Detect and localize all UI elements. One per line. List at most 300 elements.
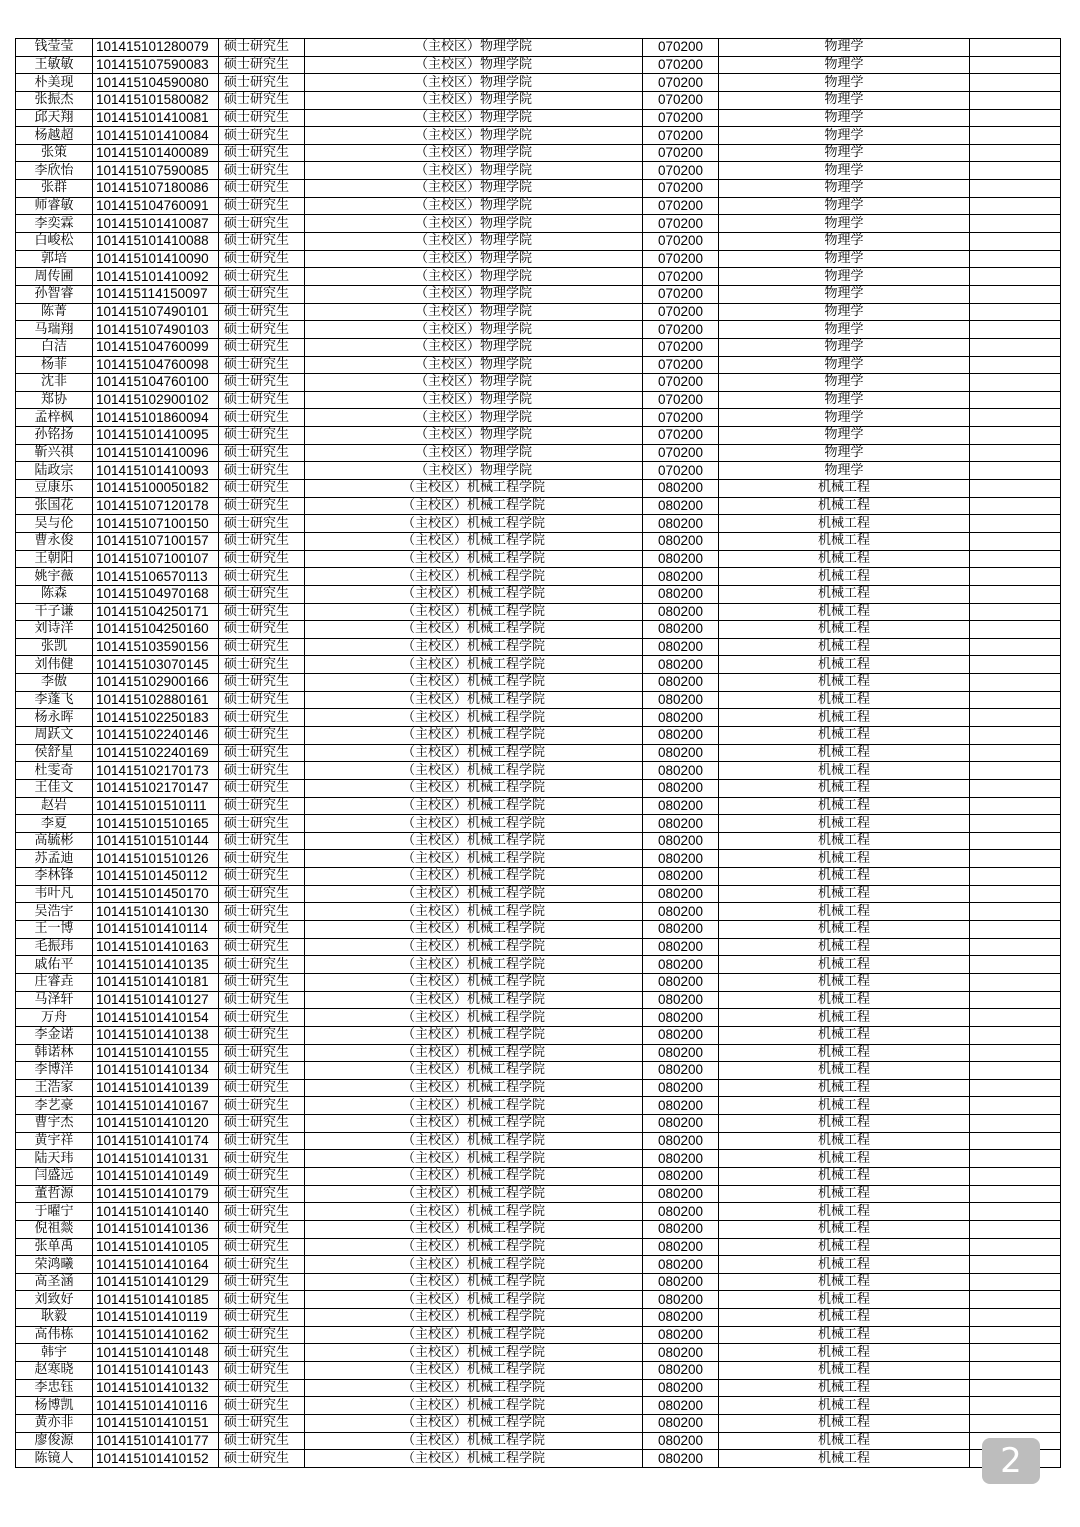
table-row (16, 462, 1061, 480)
table-row (16, 515, 1061, 533)
major-name-cell: 物理学 (719, 321, 970, 339)
student-name-cell: 沈非 (16, 374, 93, 392)
student-name-cell: 李蓬飞 (16, 691, 93, 709)
college-cell: （主校区）机械工程学院 (305, 1026, 643, 1044)
exam-id-cell: 101415101510144 (93, 832, 219, 850)
major-name-cell: 物理学 (719, 268, 970, 286)
college-cell: （主校区）机械工程学院 (305, 832, 643, 850)
student-name-cell: 李博洋 (16, 1062, 93, 1080)
table-row (16, 762, 1061, 780)
major-name-cell: 机械工程 (719, 709, 970, 727)
remarks-cell (970, 127, 1061, 145)
degree-type-cell: 硕士研究生 (219, 1238, 305, 1256)
remarks-cell (970, 1397, 1061, 1415)
college-cell: （主校区）机械工程学院 (305, 1185, 643, 1203)
degree-type-cell: 硕士研究生 (219, 268, 305, 286)
major-name-cell: 机械工程 (719, 726, 970, 744)
table-row (16, 233, 1061, 251)
student-name-cell: 刘致好 (16, 1291, 93, 1309)
major-name-cell: 机械工程 (719, 1326, 970, 1344)
major-name-cell: 机械工程 (719, 885, 970, 903)
exam-id-cell: 101415101410093 (93, 462, 219, 480)
student-name-cell: 李欣怡 (16, 162, 93, 180)
remarks-cell (970, 1132, 1061, 1150)
remarks-cell (970, 233, 1061, 251)
degree-type-cell: 硕士研究生 (219, 921, 305, 939)
degree-type-cell: 硕士研究生 (219, 938, 305, 956)
major-name-cell: 机械工程 (719, 1079, 970, 1097)
exam-id-cell: 101415101410081 (93, 109, 219, 127)
major-code-cell: 070200 (643, 462, 719, 480)
major-name-cell: 机械工程 (719, 603, 970, 621)
major-name-cell: 物理学 (719, 409, 970, 427)
degree-type-cell: 硕士研究生 (219, 1079, 305, 1097)
major-code-cell: 070200 (643, 180, 719, 198)
major-code-cell: 080200 (643, 973, 719, 991)
degree-type-cell: 硕士研究生 (219, 39, 305, 57)
degree-type-cell: 硕士研究生 (219, 444, 305, 462)
exam-id-cell: 101415102900102 (93, 391, 219, 409)
degree-type-cell: 硕士研究生 (219, 1344, 305, 1362)
table-row (16, 1168, 1061, 1186)
degree-type-cell: 硕士研究生 (219, 1132, 305, 1150)
student-name-cell: 荣鸿曦 (16, 1256, 93, 1274)
table-row (16, 744, 1061, 762)
table-row (16, 1203, 1061, 1221)
major-name-cell: 机械工程 (719, 532, 970, 550)
exam-id-cell: 101415107120178 (93, 497, 219, 515)
remarks-cell (970, 74, 1061, 92)
remarks-cell (970, 444, 1061, 462)
student-name-cell: 万舟 (16, 1009, 93, 1027)
college-cell: （主校区）机械工程学院 (305, 1009, 643, 1027)
table-row (16, 797, 1061, 815)
exam-id-cell: 101415102240146 (93, 726, 219, 744)
remarks-cell (970, 973, 1061, 991)
degree-type-cell: 硕士研究生 (219, 356, 305, 374)
table-row (16, 444, 1061, 462)
student-name-cell: 杜雯奇 (16, 762, 93, 780)
student-name-cell: 耿毅 (16, 1309, 93, 1327)
degree-type-cell: 硕士研究生 (219, 1009, 305, 1027)
table-row (16, 973, 1061, 991)
exam-id-cell: 101415107590085 (93, 162, 219, 180)
major-code-cell: 080200 (643, 497, 719, 515)
degree-type-cell: 硕士研究生 (219, 338, 305, 356)
degree-type-cell: 硕士研究生 (219, 144, 305, 162)
major-name-cell: 机械工程 (719, 903, 970, 921)
major-name-cell: 机械工程 (719, 1291, 970, 1309)
student-name-cell: 马泽轩 (16, 991, 93, 1009)
remarks-cell (970, 1362, 1061, 1380)
exam-id-cell: 101415103590156 (93, 638, 219, 656)
college-cell: （主校区）物理学院 (305, 215, 643, 233)
table-row (16, 1115, 1061, 1133)
major-code-cell: 080200 (643, 1450, 719, 1468)
major-code-cell: 080200 (643, 921, 719, 939)
college-cell: （主校区）机械工程学院 (305, 744, 643, 762)
major-code-cell: 080200 (643, 779, 719, 797)
remarks-cell (970, 1414, 1061, 1432)
exam-id-cell: 101415102250183 (93, 709, 219, 727)
major-code-cell: 080200 (643, 674, 719, 692)
degree-type-cell: 硕士研究生 (219, 550, 305, 568)
student-name-cell: 陆天玮 (16, 1150, 93, 1168)
exam-id-cell: 101415101410087 (93, 215, 219, 233)
table-row (16, 374, 1061, 392)
major-code-cell: 070200 (643, 285, 719, 303)
table-row (16, 497, 1061, 515)
major-name-cell: 物理学 (719, 39, 970, 57)
major-code-cell: 080200 (643, 638, 719, 656)
major-code-cell: 070200 (643, 127, 719, 145)
remarks-cell (970, 903, 1061, 921)
major-name-cell: 机械工程 (719, 1062, 970, 1080)
table-row (16, 585, 1061, 603)
remarks-cell (970, 850, 1061, 868)
major-code-cell: 080200 (643, 1414, 719, 1432)
student-name-cell: 李忠钰 (16, 1379, 93, 1397)
exam-id-cell: 101415101410131 (93, 1150, 219, 1168)
major-name-cell: 物理学 (719, 391, 970, 409)
remarks-cell (970, 1309, 1061, 1327)
remarks-cell (970, 674, 1061, 692)
remarks-cell (970, 162, 1061, 180)
major-name-cell: 机械工程 (719, 762, 970, 780)
exam-id-cell: 101415101410119 (93, 1309, 219, 1327)
remarks-cell (970, 497, 1061, 515)
major-name-cell: 机械工程 (719, 550, 970, 568)
table-row (16, 1414, 1061, 1432)
major-code-cell: 080200 (643, 1362, 719, 1380)
student-name-cell: 曹永俊 (16, 532, 93, 550)
student-name-cell: 于曜宁 (16, 1203, 93, 1221)
college-cell: （主校区）物理学院 (305, 56, 643, 74)
student-name-cell: 郭培 (16, 250, 93, 268)
table-row (16, 250, 1061, 268)
remarks-cell (970, 1379, 1061, 1397)
college-cell: （主校区）机械工程学院 (305, 1203, 643, 1221)
degree-type-cell: 硕士研究生 (219, 1397, 305, 1415)
student-name-cell: 李夏 (16, 815, 93, 833)
exam-id-cell: 101415107100107 (93, 550, 219, 568)
major-name-cell: 物理学 (719, 250, 970, 268)
major-code-cell: 080200 (643, 550, 719, 568)
college-cell: （主校区）物理学院 (305, 91, 643, 109)
major-code-cell: 080200 (643, 1115, 719, 1133)
remarks-cell (970, 691, 1061, 709)
table-row (16, 1062, 1061, 1080)
degree-type-cell: 硕士研究生 (219, 1379, 305, 1397)
table-row (16, 1079, 1061, 1097)
student-name-cell: 干子谦 (16, 603, 93, 621)
table-row (16, 109, 1061, 127)
exam-id-cell: 101415101410139 (93, 1079, 219, 1097)
major-code-cell: 080200 (643, 515, 719, 533)
college-cell: （主校区）机械工程学院 (305, 568, 643, 586)
remarks-cell (970, 462, 1061, 480)
exam-id-cell: 101415104760091 (93, 197, 219, 215)
table-row (16, 550, 1061, 568)
college-cell: （主校区）物理学院 (305, 321, 643, 339)
remarks-cell (970, 109, 1061, 127)
student-name-cell: 李艺豪 (16, 1097, 93, 1115)
college-cell: （主校区）物理学院 (305, 127, 643, 145)
table-row (16, 1026, 1061, 1044)
major-code-cell: 070200 (643, 427, 719, 445)
degree-type-cell: 硕士研究生 (219, 1291, 305, 1309)
student-name-cell: 杨越超 (16, 127, 93, 145)
degree-type-cell: 硕士研究生 (219, 1026, 305, 1044)
remarks-cell (970, 1168, 1061, 1186)
remarks-cell (970, 197, 1061, 215)
degree-type-cell: 硕士研究生 (219, 1309, 305, 1327)
remarks-cell (970, 868, 1061, 886)
student-name-cell: 李奕霖 (16, 215, 93, 233)
remarks-cell (970, 1150, 1061, 1168)
table-row (16, 991, 1061, 1009)
table-row (16, 1362, 1061, 1380)
remarks-cell (970, 91, 1061, 109)
student-name-cell: 张振杰 (16, 91, 93, 109)
college-cell: （主校区）机械工程学院 (305, 550, 643, 568)
college-cell: （主校区）机械工程学院 (305, 726, 643, 744)
major-code-cell: 080200 (643, 621, 719, 639)
major-code-cell: 080200 (643, 1132, 719, 1150)
major-code-cell: 080200 (643, 1291, 719, 1309)
college-cell: （主校区）物理学院 (305, 338, 643, 356)
major-code-cell: 070200 (643, 144, 719, 162)
major-code-cell: 070200 (643, 444, 719, 462)
exam-id-cell: 101415101410136 (93, 1220, 219, 1238)
exam-id-cell: 101415106570113 (93, 568, 219, 586)
degree-type-cell: 硕士研究生 (219, 427, 305, 445)
major-code-cell: 080200 (643, 709, 719, 727)
major-code-cell: 080200 (643, 956, 719, 974)
table-row (16, 568, 1061, 586)
student-name-cell: 庄睿垚 (16, 973, 93, 991)
exam-id-cell: 101415101410096 (93, 444, 219, 462)
exam-id-cell: 101415104970168 (93, 585, 219, 603)
remarks-cell (970, 638, 1061, 656)
student-name-cell: 陈镜人 (16, 1450, 93, 1468)
student-name-cell: 高圣涵 (16, 1273, 93, 1291)
degree-type-cell: 硕士研究生 (219, 532, 305, 550)
college-cell: （主校区）物理学院 (305, 285, 643, 303)
major-code-cell: 080200 (643, 1150, 719, 1168)
remarks-cell (970, 515, 1061, 533)
table-row (16, 91, 1061, 109)
degree-type-cell: 硕士研究生 (219, 709, 305, 727)
degree-type-cell: 硕士研究生 (219, 1273, 305, 1291)
table-row (16, 1150, 1061, 1168)
major-code-cell: 080200 (643, 1238, 719, 1256)
student-name-cell: 周传圃 (16, 268, 93, 286)
college-cell: （主校区）物理学院 (305, 180, 643, 198)
remarks-cell (970, 1026, 1061, 1044)
exam-id-cell: 101415101410177 (93, 1432, 219, 1450)
exam-id-cell: 101415101410134 (93, 1062, 219, 1080)
exam-id-cell: 101415101410132 (93, 1379, 219, 1397)
college-cell: （主校区）机械工程学院 (305, 603, 643, 621)
degree-type-cell: 硕士研究生 (219, 674, 305, 692)
remarks-cell (970, 480, 1061, 498)
college-cell: （主校区）机械工程学院 (305, 497, 643, 515)
major-code-cell: 070200 (643, 391, 719, 409)
table-row (16, 532, 1061, 550)
exam-id-cell: 101415102170147 (93, 779, 219, 797)
college-cell: （主校区）机械工程学院 (305, 1291, 643, 1309)
student-name-cell: 侯舒星 (16, 744, 93, 762)
degree-type-cell: 硕士研究生 (219, 1450, 305, 1468)
student-name-cell: 王佳文 (16, 779, 93, 797)
college-cell: （主校区）机械工程学院 (305, 991, 643, 1009)
major-code-cell: 080200 (643, 480, 719, 498)
college-cell: （主校区）机械工程学院 (305, 656, 643, 674)
student-name-cell: 杨博凯 (16, 1397, 93, 1415)
student-name-cell: 韩宇 (16, 1344, 93, 1362)
major-code-cell: 080200 (643, 568, 719, 586)
remarks-cell (970, 762, 1061, 780)
table-row (16, 215, 1061, 233)
exam-id-cell: 101415101410181 (93, 973, 219, 991)
exam-id-cell: 101415101450112 (93, 868, 219, 886)
remarks-cell (970, 144, 1061, 162)
major-name-cell: 机械工程 (719, 674, 970, 692)
major-code-cell: 080200 (643, 1379, 719, 1397)
degree-type-cell: 硕士研究生 (219, 109, 305, 127)
table-row (16, 180, 1061, 198)
student-name-cell: 杨菲 (16, 356, 93, 374)
major-code-cell: 070200 (643, 303, 719, 321)
degree-type-cell: 硕士研究生 (219, 1062, 305, 1080)
remarks-cell (970, 285, 1061, 303)
degree-type-cell: 硕士研究生 (219, 74, 305, 92)
degree-type-cell: 硕士研究生 (219, 1044, 305, 1062)
college-cell: （主校区）物理学院 (305, 427, 643, 445)
major-code-cell: 080200 (643, 938, 719, 956)
exam-id-cell: 101415101410130 (93, 903, 219, 921)
major-code-cell: 080200 (643, 1203, 719, 1221)
student-name-cell: 孙铭扬 (16, 427, 93, 445)
student-name-cell: 韦叶凡 (16, 885, 93, 903)
table-row (16, 285, 1061, 303)
major-code-cell: 080200 (643, 691, 719, 709)
table-row (16, 321, 1061, 339)
remarks-cell (970, 621, 1061, 639)
degree-type-cell: 硕士研究生 (219, 162, 305, 180)
table-row (16, 162, 1061, 180)
exam-id-cell: 101415101410174 (93, 1132, 219, 1150)
exam-id-cell: 101415107100157 (93, 532, 219, 550)
major-name-cell: 机械工程 (719, 1203, 970, 1221)
major-code-cell: 080200 (643, 532, 719, 550)
table-row (16, 603, 1061, 621)
table-body (16, 39, 1061, 1468)
student-name-cell: 刘伟健 (16, 656, 93, 674)
exam-id-cell: 101415101510126 (93, 850, 219, 868)
major-code-cell: 070200 (643, 91, 719, 109)
college-cell: （主校区）机械工程学院 (305, 1079, 643, 1097)
college-cell: （主校区）机械工程学院 (305, 1220, 643, 1238)
major-code-cell: 070200 (643, 356, 719, 374)
remarks-cell (970, 391, 1061, 409)
degree-type-cell: 硕士研究生 (219, 1326, 305, 1344)
major-code-cell: 080200 (643, 1026, 719, 1044)
degree-type-cell: 硕士研究生 (219, 815, 305, 833)
major-name-cell: 机械工程 (719, 1238, 970, 1256)
student-name-cell: 吴与伦 (16, 515, 93, 533)
table-row (16, 1291, 1061, 1309)
major-name-cell: 机械工程 (719, 956, 970, 974)
college-cell: （主校区）机械工程学院 (305, 921, 643, 939)
table-row (16, 303, 1061, 321)
major-name-cell: 物理学 (719, 127, 970, 145)
college-cell: （主校区）机械工程学院 (305, 1414, 643, 1432)
major-code-cell: 080200 (643, 585, 719, 603)
remarks-cell (970, 1220, 1061, 1238)
degree-type-cell: 硕士研究生 (219, 321, 305, 339)
remarks-cell (970, 39, 1061, 57)
college-cell: （主校区）机械工程学院 (305, 797, 643, 815)
student-name-cell: 邱天翔 (16, 109, 93, 127)
remarks-cell (970, 180, 1061, 198)
degree-type-cell: 硕士研究生 (219, 56, 305, 74)
college-cell: （主校区）机械工程学院 (305, 585, 643, 603)
college-cell: （主校区）物理学院 (305, 444, 643, 462)
exam-id-cell: 101415102880161 (93, 691, 219, 709)
exam-id-cell: 101415114150097 (93, 285, 219, 303)
table-row (16, 74, 1061, 92)
degree-type-cell: 硕士研究生 (219, 1115, 305, 1133)
college-cell: （主校区）物理学院 (305, 391, 643, 409)
remarks-cell (970, 1009, 1061, 1027)
table-row (16, 691, 1061, 709)
college-cell: （主校区）机械工程学院 (305, 1062, 643, 1080)
degree-type-cell: 硕士研究生 (219, 726, 305, 744)
table-row (16, 144, 1061, 162)
table-row (16, 779, 1061, 797)
remarks-cell (970, 303, 1061, 321)
student-name-cell: 靳兴祺 (16, 444, 93, 462)
college-cell: （主校区）物理学院 (305, 462, 643, 480)
exam-id-cell: 101415101410167 (93, 1097, 219, 1115)
student-name-cell: 张策 (16, 144, 93, 162)
table-row (16, 1220, 1061, 1238)
remarks-cell (970, 603, 1061, 621)
major-name-cell: 机械工程 (719, 1450, 970, 1468)
degree-type-cell: 硕士研究生 (219, 1203, 305, 1221)
exam-id-cell: 101415102900166 (93, 674, 219, 692)
major-name-cell: 机械工程 (719, 1309, 970, 1327)
exam-id-cell: 101415100050182 (93, 480, 219, 498)
exam-id-cell: 101415101410163 (93, 938, 219, 956)
table-row (16, 726, 1061, 744)
degree-type-cell: 硕士研究生 (219, 374, 305, 392)
degree-type-cell: 硕士研究生 (219, 903, 305, 921)
student-name-cell: 戚佑平 (16, 956, 93, 974)
table-row (16, 356, 1061, 374)
major-code-cell: 070200 (643, 268, 719, 286)
major-name-cell: 机械工程 (719, 779, 970, 797)
major-code-cell: 070200 (643, 321, 719, 339)
degree-type-cell: 硕士研究生 (219, 197, 305, 215)
major-code-cell: 080200 (643, 603, 719, 621)
student-name-cell: 孙智睿 (16, 285, 93, 303)
degree-type-cell: 硕士研究生 (219, 568, 305, 586)
exam-id-cell: 101415107100150 (93, 515, 219, 533)
major-code-cell: 080200 (643, 1062, 719, 1080)
